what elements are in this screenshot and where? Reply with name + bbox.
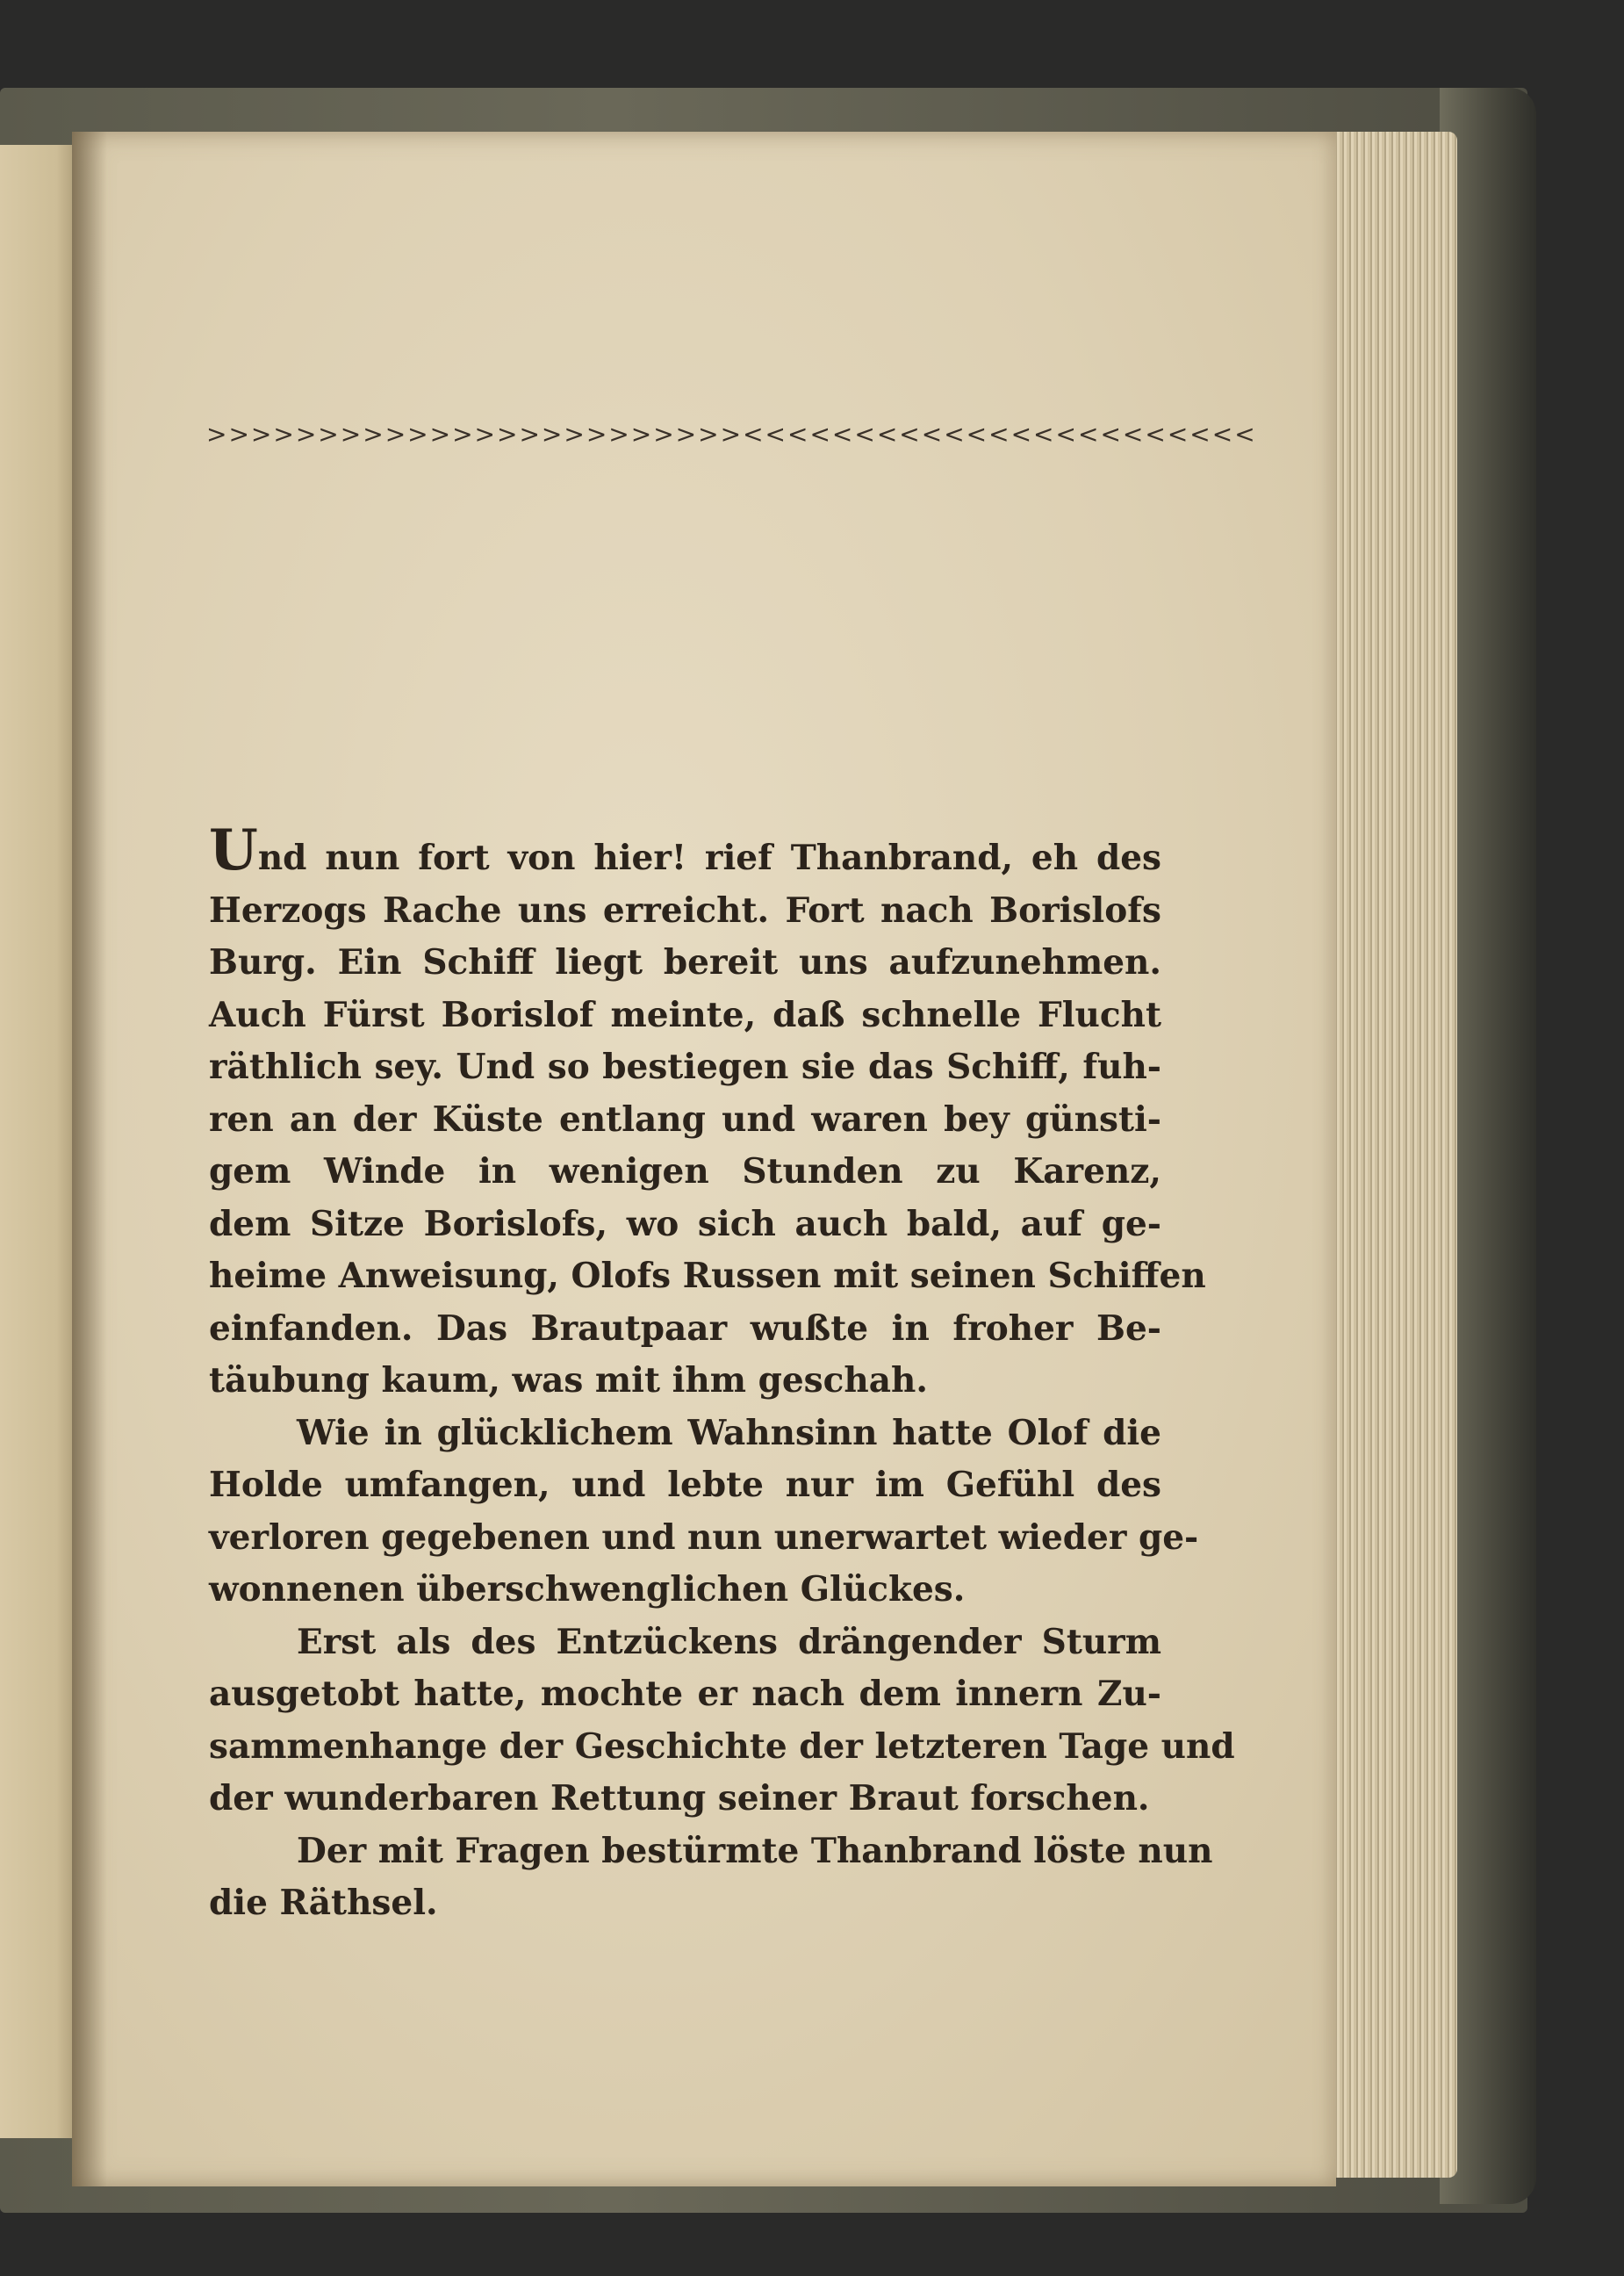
text-line: Auch Fürst Borislof meinte, daß schnelle Flucht	[209, 994, 1161, 1035]
text-line: Holde umfangen, und lebte nur im Gefühl des	[209, 1465, 1161, 1505]
drop-cap: U	[209, 817, 258, 883]
text-line: räthlich sey. Und so bestiegen sie das Schiff, fuh-	[209, 1047, 1161, 1087]
text-line: sammenhange der Geschichte der letzteren Tage und	[209, 1725, 1235, 1767]
text-line: der wunderbaren Rettung seiner Braut forschen.	[209, 1778, 1150, 1819]
text-line: die Räthsel.	[209, 1883, 438, 1923]
text-line: heime Anweisung, Olofs Russen mit seinen Schiffen	[209, 1256, 1206, 1296]
text-line: Der mit Fragen bestürmte Thanbrand löste nun	[297, 1830, 1213, 1871]
text-line: Wie in glücklichem Wahnsinn hatte Olof die	[297, 1412, 1161, 1453]
text-line: dem Sitze Borislofs, wo sich auch bald, auf ge-	[209, 1203, 1161, 1244]
text-line	[209, 817, 1161, 885]
text-line: Burg. Ein Schiff liegt bereit uns aufzunehmen.	[209, 942, 1161, 983]
page-stack-edges	[1326, 132, 1457, 2178]
line-text: nd nun fort von hier! rief Thanbrand, eh des	[257, 838, 1161, 878]
body-text	[209, 817, 1235, 1930]
page-gutter-shadow	[72, 132, 107, 2186]
text-line: einfanden. Das Brautpaar wußte in froher Be-	[209, 1307, 1161, 1349]
left-page-edge	[0, 145, 81, 2138]
ornamental-divider: >>>>>>>>>>>>>>>>>>>>>>>><<<<<<<<<<<<<<<<<<<<<<<	[206, 420, 1257, 449]
text-line: täubung kaum, was mit ihm geschah.	[209, 1360, 928, 1401]
text-line: verloren gegebenen und nun unerwartet wieder ge-	[209, 1516, 1199, 1558]
text-line: wonnenen überschwenglichen Glückes.	[209, 1569, 966, 1610]
text-line: Herzogs Rache uns erreicht. Fort nach Borislofs	[209, 890, 1161, 931]
text-line: gem Winde in wenigen Stunden zu Karenz,	[209, 1151, 1161, 1192]
text-line: ausgetobt hatte, mochte er nach dem innern Zu-	[209, 1674, 1161, 1714]
text-line: ren an der Küste entlang und waren bey günsti-	[209, 1098, 1161, 1140]
text-line: Erst als des Entzückens drängender Sturm	[297, 1621, 1161, 1662]
